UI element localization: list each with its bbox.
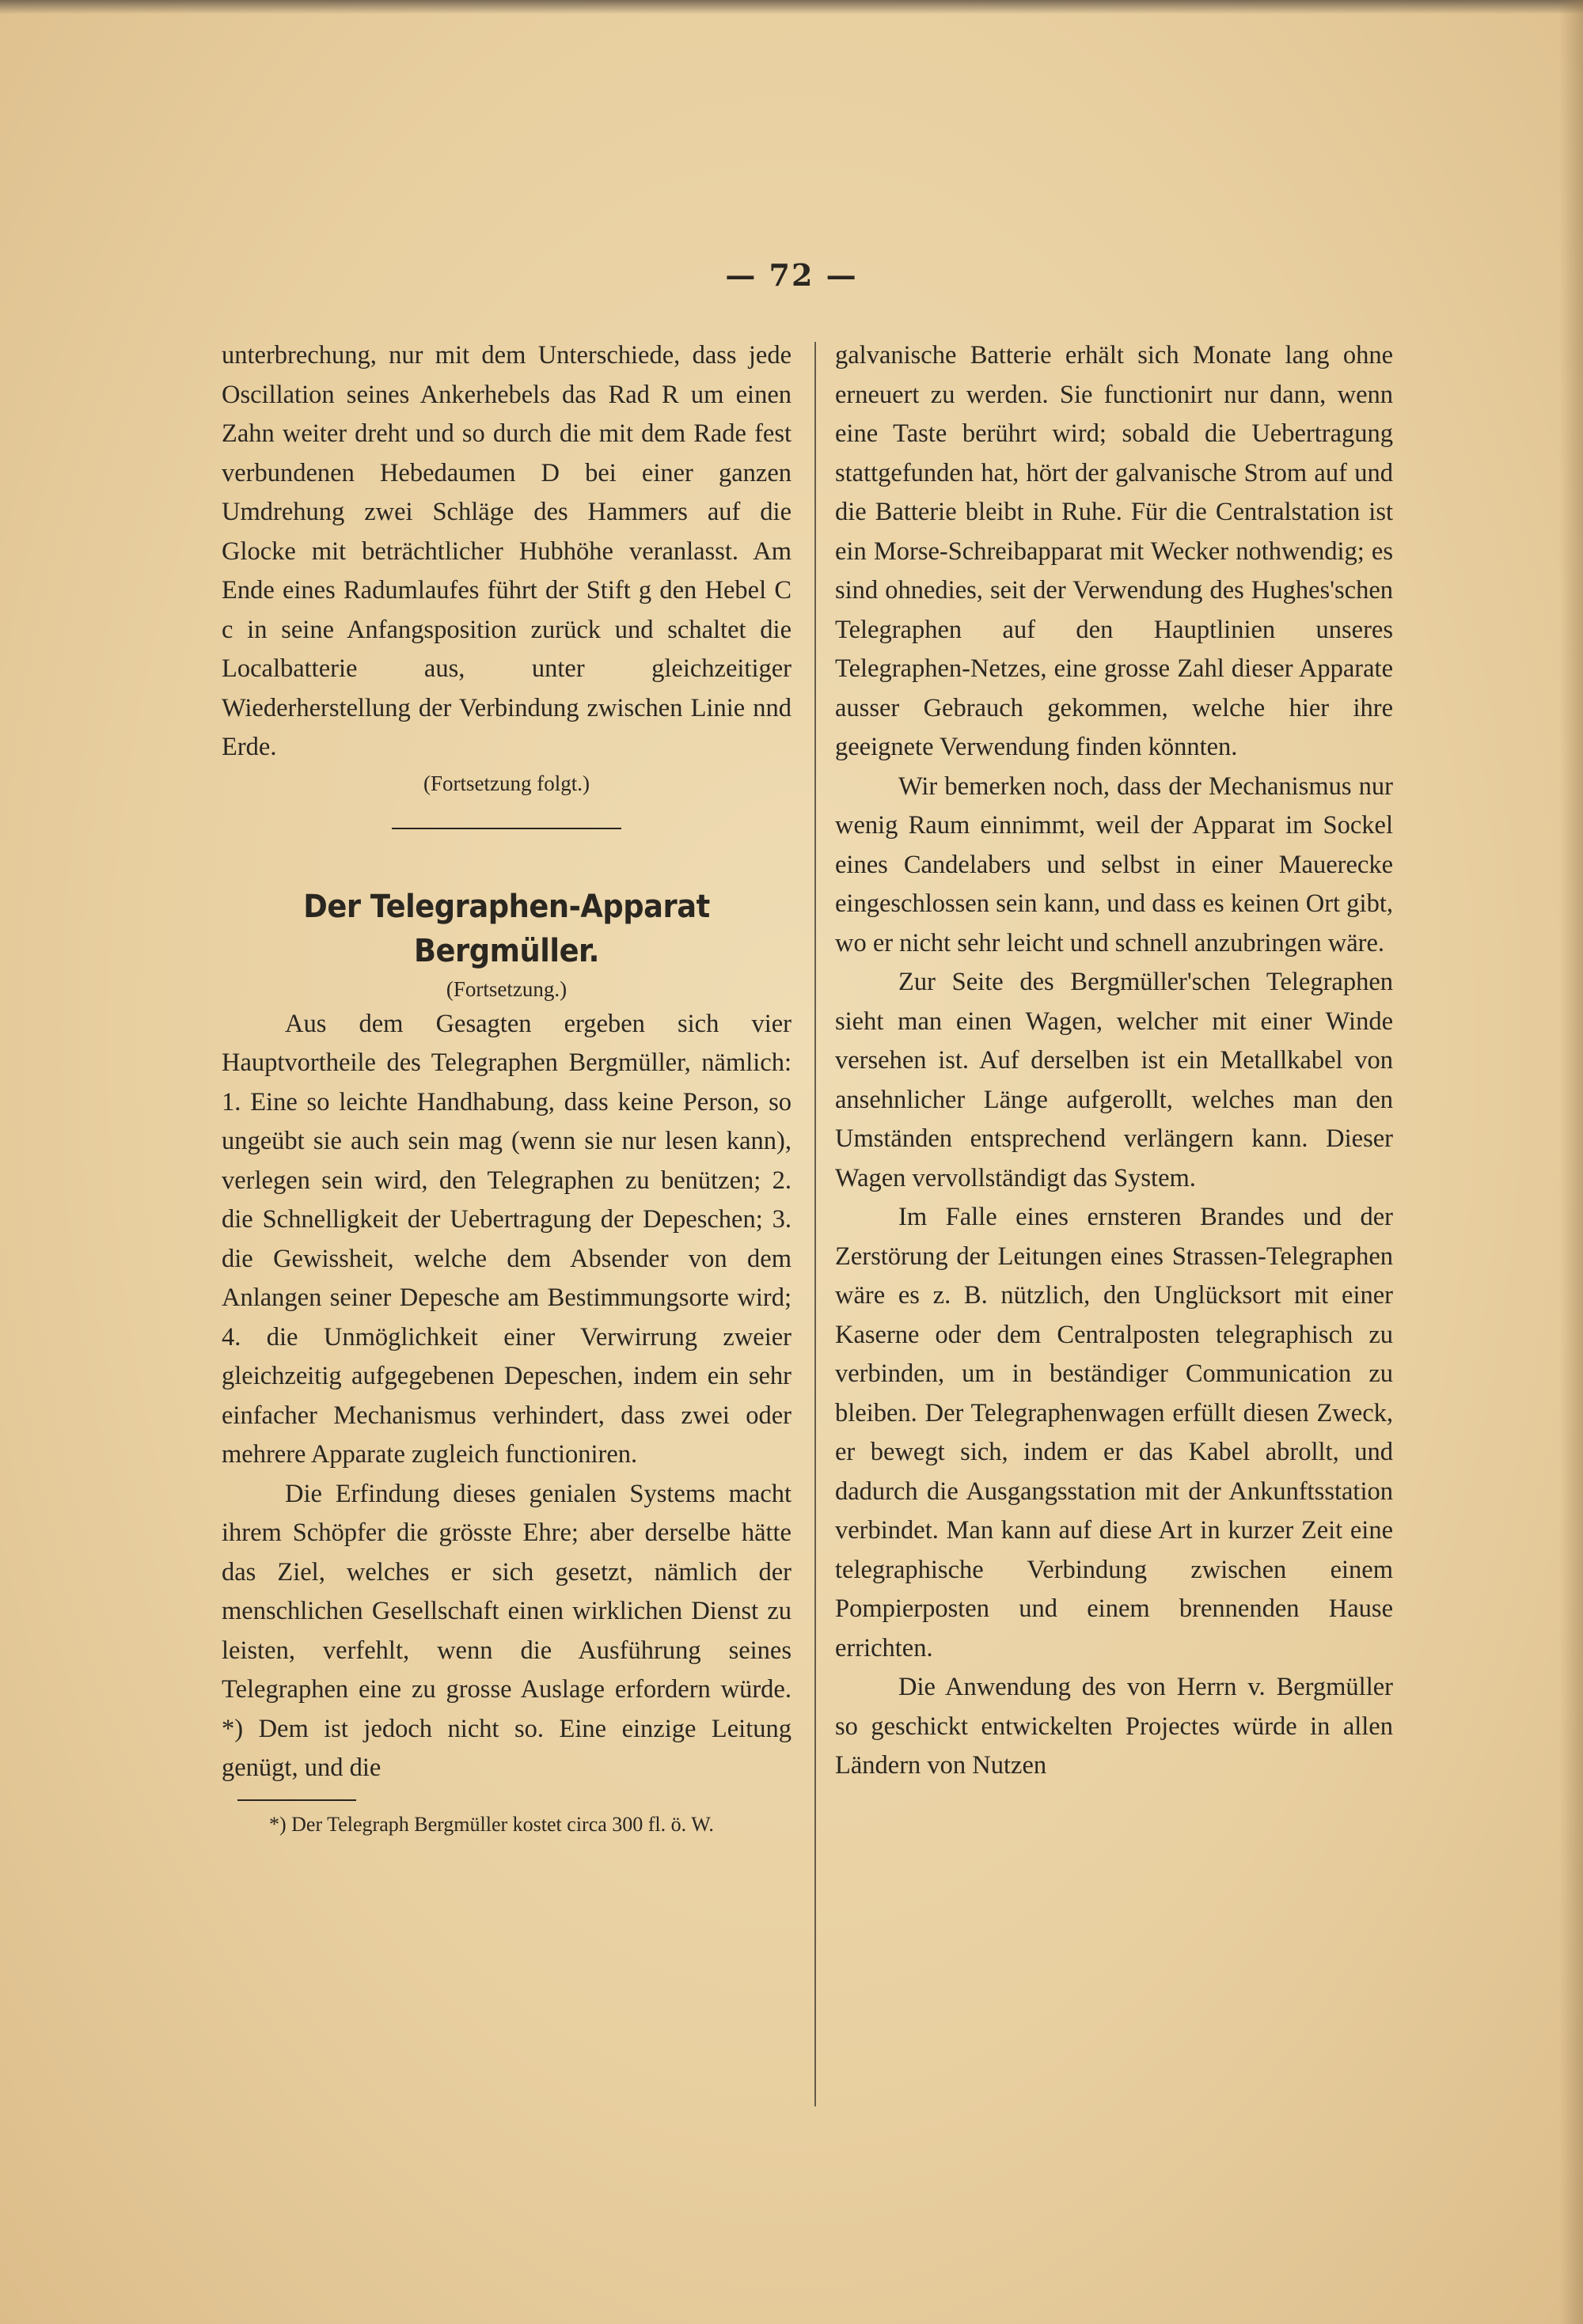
paragraph: Die Erfindung dieses genialen Systems macht ihrem Schöpfer die grösste Ehre; aber derselbe hätte das Ziel, welches er sich gesetzt, nämlich der menschlichen Gesellschaft einen wirklichen Dienst zu leisten, verfehlt, wenn die Ausführung seines Telegraphen eine zu grosse Auslage erfordern würde. *) Dem ist jedoch nicht so. Eine einzige Leitung genügt, und die — [222, 1479, 792, 1782]
paragraph: galvanische Batterie erhält sich Monate lang ohne erneuert zu werden. Sie functionirt nur dann, wenn eine Taste berührt wird; sobald die Uebertragung stattgefunden hat, hört der galvanische Strom auf und die Batterie bleibt in Ruhe. Für die Centralstation ist ein Morse-Schreibapparat mit Wecker nothwendig; es sind ohnedies, seit der Verwendung des Hughes'schen Telegraphen auf den Hauptlinien unseres Telegraphen-Netzes, eine grosse Zahl dieser Apparate ausser Gebrauch gekommen, welche hier ihre geeignete Verwendung finden könnten. — [835, 341, 1393, 761]
column-divider — [814, 342, 816, 2106]
paragraph: Aus dem Gesagten ergeben sich vier Hauptvortheile des Telegraphen Bergmüller, nämlich: 1. Eine so leichte Handhabung, dass keine Person, so ungeübt sie auch sein mag (wenn sie nur lesen kann), verlegen sein wird, den Telegraphen zu benützen; 2. die Schnelligkeit der Uebertragung der Depeschen; 3. die Gewissheit, welche dem Absender von dem Anlangen seiner Depesche am Bestimmungsorte wird; 4. die Unmöglichkeit einer Verwirrung zweier gleichzeitig aufgegebenen Depeschen, indem ein sehr einfacher Mechanismus verhindert, dass zwei oder mehrere Apparate zugleich functioniren. — [222, 1009, 792, 1469]
paragraph: Zur Seite des Bergmüller'schen Telegraphen sieht man einen Wagen, welcher mit einer Winde versehen ist. Auf derselben ist ein Metallkabel von ansehnlicher Länge aufgerollt, welches man den Umständen entsprechend verlängern kann. Dieser Wagen vervollständigt das System. — [835, 968, 1393, 1192]
right-column — [835, 336, 1393, 1786]
footnote-rule — [237, 1799, 356, 1801]
left-column — [222, 336, 792, 1841]
continued-paragraph: unterbrechung, nur mit dem Unterschiede, dass jede Oscillation seines Ankerhebels das Rad R um einen Zahn weiter dreht und so durch die mit dem Rade fest verbundenen Hebedaumen D bei einer ganzen Umdrehung zwei Schläge des Hammers auf die Glocke mit beträchtlicher Hubhöhe veranlasst. Am Ende eines Radumlaufes führt der Stift g den Hebel C c in seine Anfangsposition zurück und schaltet die Localbatterie aus, unter gleichzeitiger Wiederherstellung der Verbindung zwischen Linie nnd Erde. — [222, 341, 792, 761]
paragraph: Wir bemerken noch, dass der Mechanismus nur wenig Raum einnimmt, weil der Apparat im Sockel eines Candelabers und selbst in einer Mauerecke eingeschlossen sein kann, und dass es keinen Ort gibt, wo er nicht sehr leicht und schnell anzubringen wäre. — [835, 772, 1393, 957]
article-subtitle: (Fortsetzung.) — [446, 976, 568, 1001]
page-number: — 72 — — [725, 257, 858, 293]
section-divider-rule — [392, 828, 621, 829]
article-title: Der Telegraphen-Apparat Bergmüller. — [303, 888, 710, 969]
footnote: *) Der Telegraph Bergmüller kostet circa 300 fl. ö. W. — [269, 1812, 714, 1836]
paragraph: Im Falle eines ernsteren Brandes und der Zerstörung der Leitungen eines Strassen-Telegraphen wäre es z. B. nützlich, den Unglücksort mit einer Kaserne oder dem Centralposten telegraphisch zu verbinden, um in beständiger Communication zu bleiben. Der Telegraphenwagen erfüllt diesen Zweck, er bewegt sich, indem er das Kabel abrollt, und dadurch die Ausgangsstation mit der Ankunftsstation verbindet. Man kann auf diese Art in kurzer Zeit eine telegraphische Verbindung zwischen einem Pompierposten und einem brennenden Hause errichten. — [835, 1203, 1393, 1662]
paragraph: Die Anwendung des von Herrn v. Bergmüller so geschickt entwickelten Projectes würde in allen Ländern von Nutzen — [835, 1673, 1393, 1780]
continuation-note: (Fortsetzung folgt.) — [423, 771, 590, 795]
